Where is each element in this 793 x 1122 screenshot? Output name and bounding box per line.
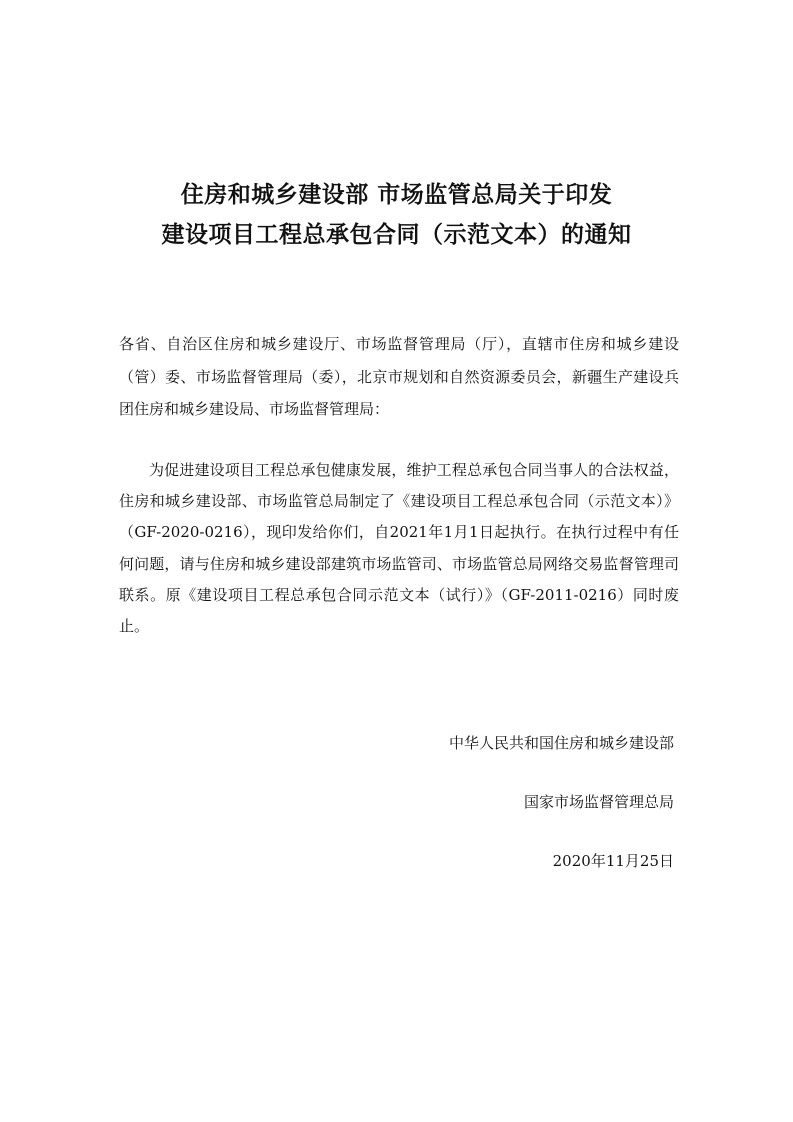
issuer-ministry-housing: 中华人民共和国住房和城乡建设部	[448, 734, 674, 752]
addressee-paragraph: 各省、自治区住房和城乡建设厅、市场监督管理局（厅），直辖市住房和城乡建设（管）委、市场监督管理局（委），北京市规划和自然资源委员会，新疆生产建设兵团住房和城乡建设局、市场监督管理局：	[119, 335, 679, 418]
issue-date: 2020年11月25日	[552, 852, 674, 870]
title-line-1: 住房和城乡建设部 市场监管总局关于印发	[180, 182, 613, 208]
title-line-2: 建设项目工程总承包合同（示范文本）的通知	[161, 222, 632, 248]
body-paragraph: 为促进建设项目工程总承包健康发展，维护工程总承包合同当事人的合法权益，住房和城乡建设部、市场监管总局制定了《建设项目工程总承包合同（示范文本）》（GF-2020-0216），现印发给你们，自2021年1月1日起执行。在执行过程中有任何问题，请与住房和城乡建设部建筑市场监管司、市场监管总局网络交易监督管理司联系。原《建设项目工程总承包合同示范文本（试行）》（GF-2011-0216）同时废止。	[119, 461, 679, 636]
issuer-market-regulation: 国家市场监督管理总局	[523, 793, 674, 811]
